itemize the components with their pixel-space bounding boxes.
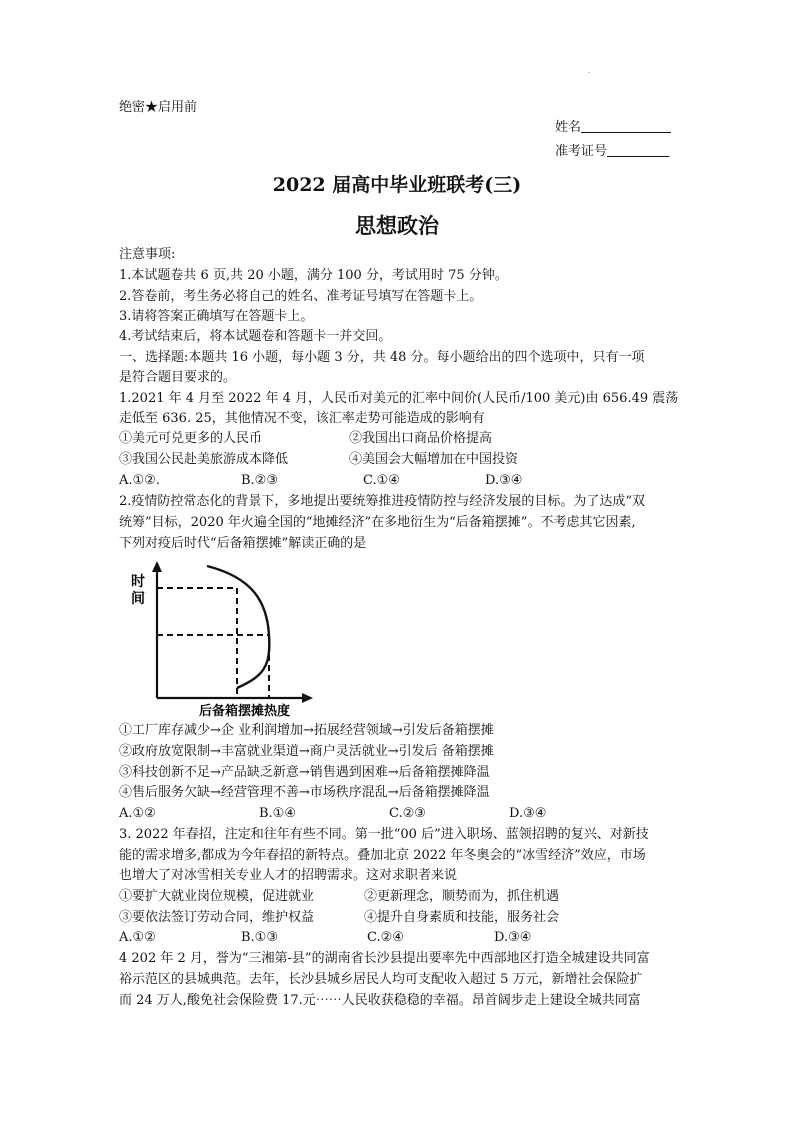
q1-stem: 走低至 636. 25，其他情况不变，该汇率走势可能造成的影响有 <box>119 411 485 426</box>
q1-option-c[interactable]: C.①④ <box>363 473 400 488</box>
q2-option-b[interactable]: B.①④ <box>259 806 296 821</box>
q3-option-b[interactable]: B.①③ <box>241 930 278 945</box>
name-blank[interactable] <box>581 118 671 133</box>
section-instruction: 是符合题目要求的。 <box>119 370 237 385</box>
q1-statement: ④美国会大幅增加在中国投资 <box>349 452 519 467</box>
q2-option-c[interactable]: C.②③ <box>389 806 426 821</box>
q1-option-a[interactable]: A.①②. <box>119 473 160 488</box>
id-blank[interactable] <box>607 142 669 157</box>
q2-figure <box>119 558 319 718</box>
q1-statement: ③我国公民赴美旅游成本降低 <box>119 452 289 467</box>
q1-option-d[interactable]: D.③④ <box>485 473 523 488</box>
q2-option-d[interactable]: D.③④ <box>509 806 547 821</box>
id-field-row <box>555 142 669 162</box>
q2-stem: 统筹”目标，2020 年火遍全国的“地摊经济”在多地衍生为“后备箱摆摊”。不考虑其它因素, <box>119 515 636 530</box>
q4-stem: 4 202 年 2 月，誉为“三湘第-县”的湖南省长沙县提出要率先中西部地区打造全城建设共同富 <box>119 951 650 966</box>
q1-options <box>119 471 579 491</box>
heat-time-curve <box>207 566 269 688</box>
y-axis-label-1: 时 <box>131 574 145 590</box>
q4-stem: 裕示范区的县城典范。去年，长沙县城乡居民人均可支配收入超过 5 万元，新增社会保险扩 <box>119 972 643 987</box>
name-label: 姓名 <box>555 120 582 135</box>
x-axis-label: 后备箱摆摊热度 <box>199 704 291 718</box>
top-secret-label: 绝密★启用前 <box>119 100 198 115</box>
page-dot: . <box>588 66 591 75</box>
q2-statement: ④售后服务欠缺→经营管理不善→市场秩序混乱→后备箱摆摊降温 <box>119 785 490 800</box>
q3-option-c[interactable]: C.②④ <box>367 930 404 945</box>
q3-statement: ①要扩大就业岗位规模，促进就业 <box>119 889 315 904</box>
q3-stem: 3. 2022 年春招，注定和往年有些不同。第一批“00 后”进入职场、蓝领招聘的复兴、对新技 <box>119 827 649 842</box>
q3-statements-row-2 <box>119 908 659 928</box>
q3-option-a[interactable]: A.①② <box>119 930 156 945</box>
name-field-row <box>555 118 671 138</box>
note-item: 4.考试结束后，将本试题卷和答题卡一并交回。 <box>119 329 392 344</box>
q1-statement: ①美元可兑更多的人民币 <box>119 431 263 446</box>
q3-stem: 能的需求增多,都成为今年春招的新特点。叠加北京 2022 年冬奥会的“冰雪经济”效应，市场 <box>119 848 646 863</box>
y-axis-label-2: 间 <box>131 591 145 607</box>
q2-stem: 2.疫情防控常态化的背景下，多地提出要统筹推进疫情防控与经济发展的目标。为了达成“双 <box>119 494 646 509</box>
q3-statement: ②更新理念，顺势而为，抓住机遇 <box>364 889 560 904</box>
q1-statements-row-1 <box>119 429 659 449</box>
q1-stem: 1.2021 年 4 月至 2022 年 4 月，人民币对美元的汇率中间价(人民币/100 美元)由 656.49 震荡 <box>119 391 679 406</box>
notes-heading: 注意事项: <box>119 247 176 262</box>
q4-stem: 而 24 万人,酸免社会保险费 17.元⋯⋯人民收获稳稳的幸福。昂首阔步走上建设全城共同富 <box>119 993 641 1008</box>
q2-statement: ③科技创新不足→产品缺乏新意→销售遇到困难→后备箱摆摊降温 <box>119 765 490 780</box>
note-item: 1.本试题卷共 6 页,共 20 小题，满分 100 分，考试用时 75 分钟。 <box>119 268 508 283</box>
note-item: 2.答卷前，考生务必将自己的姓名、准考证号填写在答题卡上。 <box>119 289 483 304</box>
exam-title: 2022 届高中毕业班联考(三) <box>272 174 522 196</box>
q2-options <box>119 804 579 824</box>
q1-statements-row-2 <box>119 450 659 470</box>
id-label: 准考证号 <box>555 144 608 159</box>
subject-title: 思想政治 <box>355 213 439 238</box>
q2-statement: ②政府放宽限制→丰富就业渠道→商户灵活就业→引发后 备箱摆摊 <box>119 744 494 759</box>
q2-option-a[interactable]: A.①② <box>119 806 156 821</box>
q3-options <box>119 928 579 948</box>
q1-option-b[interactable]: B.②③ <box>241 473 278 488</box>
q2-stem: 下列对疫后时代“后备箱摆摊”解读正确的是 <box>119 536 367 551</box>
q3-statement: ④提升自身素质和技能，服务社会 <box>364 910 560 925</box>
x-axis-arrow <box>302 693 313 703</box>
q2-statement: ①工厂库存减少→企 业利润增加→拓展经营领域→引发后备箱摆摊 <box>119 723 494 738</box>
q1-statement: ②我国出口商品价格提高 <box>349 431 493 446</box>
q3-option-d[interactable]: D.③④ <box>494 930 532 945</box>
y-axis-arrow <box>152 561 162 572</box>
section-instruction: 一、选择题:本题共 16 小题，每小题 3 分，共 48 分。每小题给出的四个选项中，只有一项 <box>119 350 645 365</box>
note-item: 3.请将答案正确填写在答题卡上。 <box>119 309 314 324</box>
q3-statement: ③要依法签订劳动合同，维护权益 <box>119 910 315 925</box>
q3-stem: 也增大了对冰雪相关专业人才的招聘需求。这对求职者来说 <box>119 868 458 883</box>
q3-statements-row-1 <box>119 887 659 907</box>
